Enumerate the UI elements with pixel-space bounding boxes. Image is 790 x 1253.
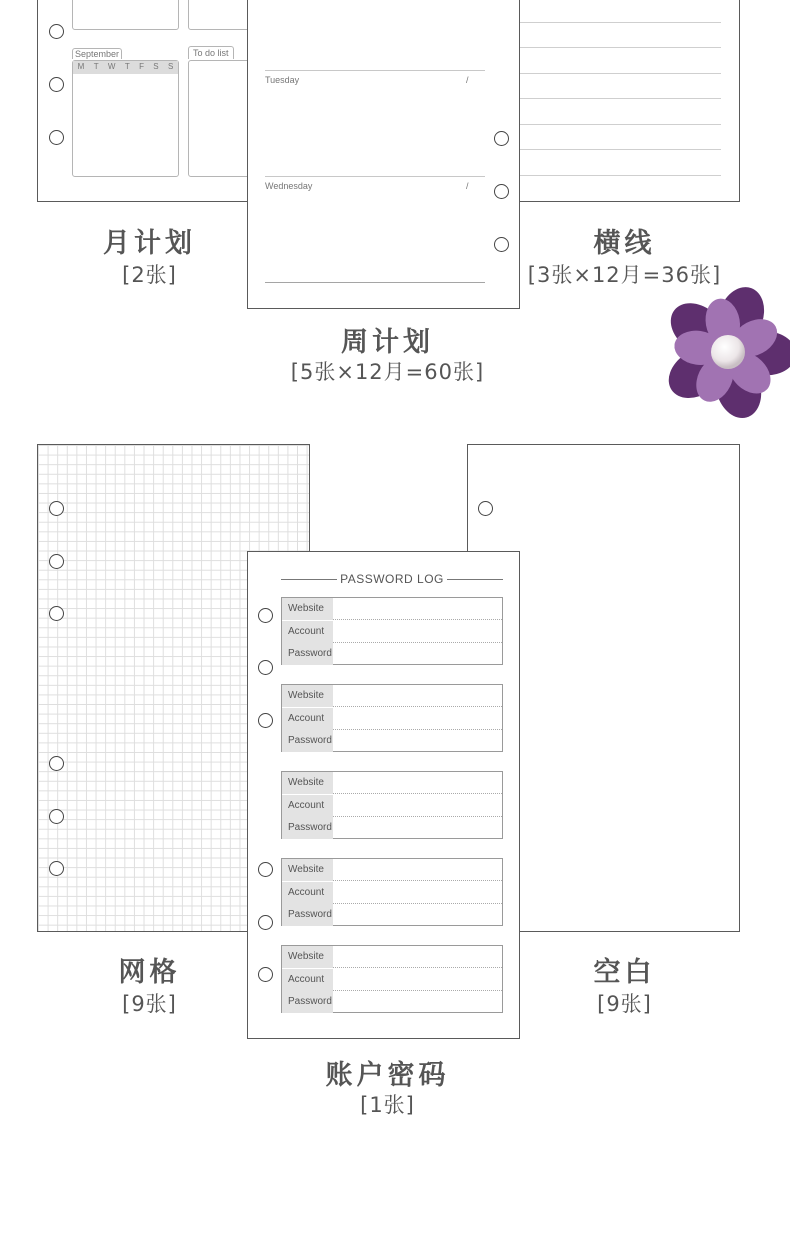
binder-hole xyxy=(49,756,64,771)
password-log-title: 账户密码 xyxy=(325,1060,450,1091)
password-field-row xyxy=(282,991,502,1013)
month-calendar-box xyxy=(72,60,179,177)
password-field-label: Website xyxy=(282,598,333,620)
month-label-tab xyxy=(72,48,122,59)
binder-hole xyxy=(494,184,509,199)
day-tuesday: Tuesday xyxy=(265,75,300,85)
password-field-row xyxy=(282,772,502,794)
grid-title: 网格 xyxy=(118,957,181,988)
todo-label: To do list xyxy=(193,48,229,58)
password-field-label: Account xyxy=(282,621,333,643)
binder-hole xyxy=(494,131,509,146)
month-label: September xyxy=(75,49,120,59)
binder-hole xyxy=(49,861,64,876)
lined-page xyxy=(500,0,740,202)
grid-count: [9张] xyxy=(122,992,177,1016)
binder-hole xyxy=(49,77,64,92)
password-field-row xyxy=(282,795,502,817)
binder-hole xyxy=(494,237,509,252)
binder-hole xyxy=(49,606,64,621)
weekday-label: M xyxy=(77,62,85,71)
binder-hole xyxy=(49,130,64,145)
monthly-plan-page xyxy=(37,0,257,202)
password-field-row xyxy=(282,969,502,991)
previous-month-box xyxy=(72,0,179,30)
password-field-label: Account xyxy=(282,882,333,904)
binder-hole xyxy=(258,967,273,982)
weekday-row xyxy=(73,62,178,71)
password-field-label: Password xyxy=(282,817,333,839)
day-tuesday-slash: / xyxy=(466,75,469,85)
password-field-label: Password xyxy=(282,904,333,926)
password-field-label: Account xyxy=(282,969,333,991)
password-field-label: Account xyxy=(282,795,333,817)
password-heading-row xyxy=(281,572,503,586)
password-field-row xyxy=(282,621,502,643)
password-log-count: [1张] xyxy=(360,1093,415,1117)
day-wednesday: Wednesday xyxy=(265,181,313,191)
password-entry-block xyxy=(281,684,503,752)
password-field-row xyxy=(282,685,502,707)
weekday-label: S xyxy=(167,62,174,71)
weekday-label: W xyxy=(107,62,116,71)
password-field-row xyxy=(282,946,502,968)
binder-hole xyxy=(49,501,64,516)
binder-hole xyxy=(49,24,64,39)
binder-hole xyxy=(478,501,493,516)
weekly-plan-count: [5张×12月=60张] xyxy=(290,360,485,384)
password-field-row xyxy=(282,859,502,881)
binder-hole xyxy=(258,915,273,930)
monthly-plan-count: [2张] xyxy=(122,263,177,287)
password-field-label: Password xyxy=(282,643,333,665)
password-entry-block xyxy=(281,945,503,1013)
password-field-row xyxy=(282,708,502,730)
blank-title: 空白 xyxy=(593,957,656,988)
flower-decoration-icon xyxy=(650,280,790,430)
password-log-page xyxy=(247,551,520,1039)
password-field-label: Website xyxy=(282,685,333,707)
monthly-plan-title: 月计划 xyxy=(103,228,196,259)
weekly-plan-page xyxy=(247,0,520,309)
password-field-row xyxy=(282,598,502,620)
password-field-row xyxy=(282,817,502,839)
day-wednesday-slash: / xyxy=(466,181,469,191)
weekday-label: F xyxy=(139,62,144,71)
binder-hole xyxy=(258,608,273,623)
password-field-label: Password xyxy=(282,991,333,1013)
lined-count: [3张×12月=36张] xyxy=(527,263,722,287)
binder-hole xyxy=(258,660,273,675)
todo-label-tab xyxy=(188,46,234,59)
weekday-label: T xyxy=(93,62,99,71)
password-field-label: Website xyxy=(282,859,333,881)
password-field-row xyxy=(282,643,502,665)
binder-hole xyxy=(258,713,273,728)
blank-count: [9张] xyxy=(597,992,652,1016)
binder-hole xyxy=(49,554,64,569)
password-field-row xyxy=(282,730,502,752)
binder-hole xyxy=(49,809,64,824)
lined-title: 横线 xyxy=(593,228,656,259)
binder-hole xyxy=(258,862,273,877)
password-entry-block xyxy=(281,597,503,665)
password-field-row xyxy=(282,882,502,904)
password-entry-block xyxy=(281,771,503,839)
weekday-label: T xyxy=(124,62,130,71)
weekday-label: S xyxy=(153,62,159,71)
password-field-label: Website xyxy=(282,772,333,794)
password-field-label: Account xyxy=(282,708,333,730)
password-heading: PASSWORD LOG xyxy=(340,572,444,586)
password-entry-block xyxy=(281,858,503,926)
password-field-label: Website xyxy=(282,946,333,968)
password-field-label: Password xyxy=(282,730,333,752)
weekly-plan-title: 周计划 xyxy=(341,327,434,358)
password-field-row xyxy=(282,904,502,926)
